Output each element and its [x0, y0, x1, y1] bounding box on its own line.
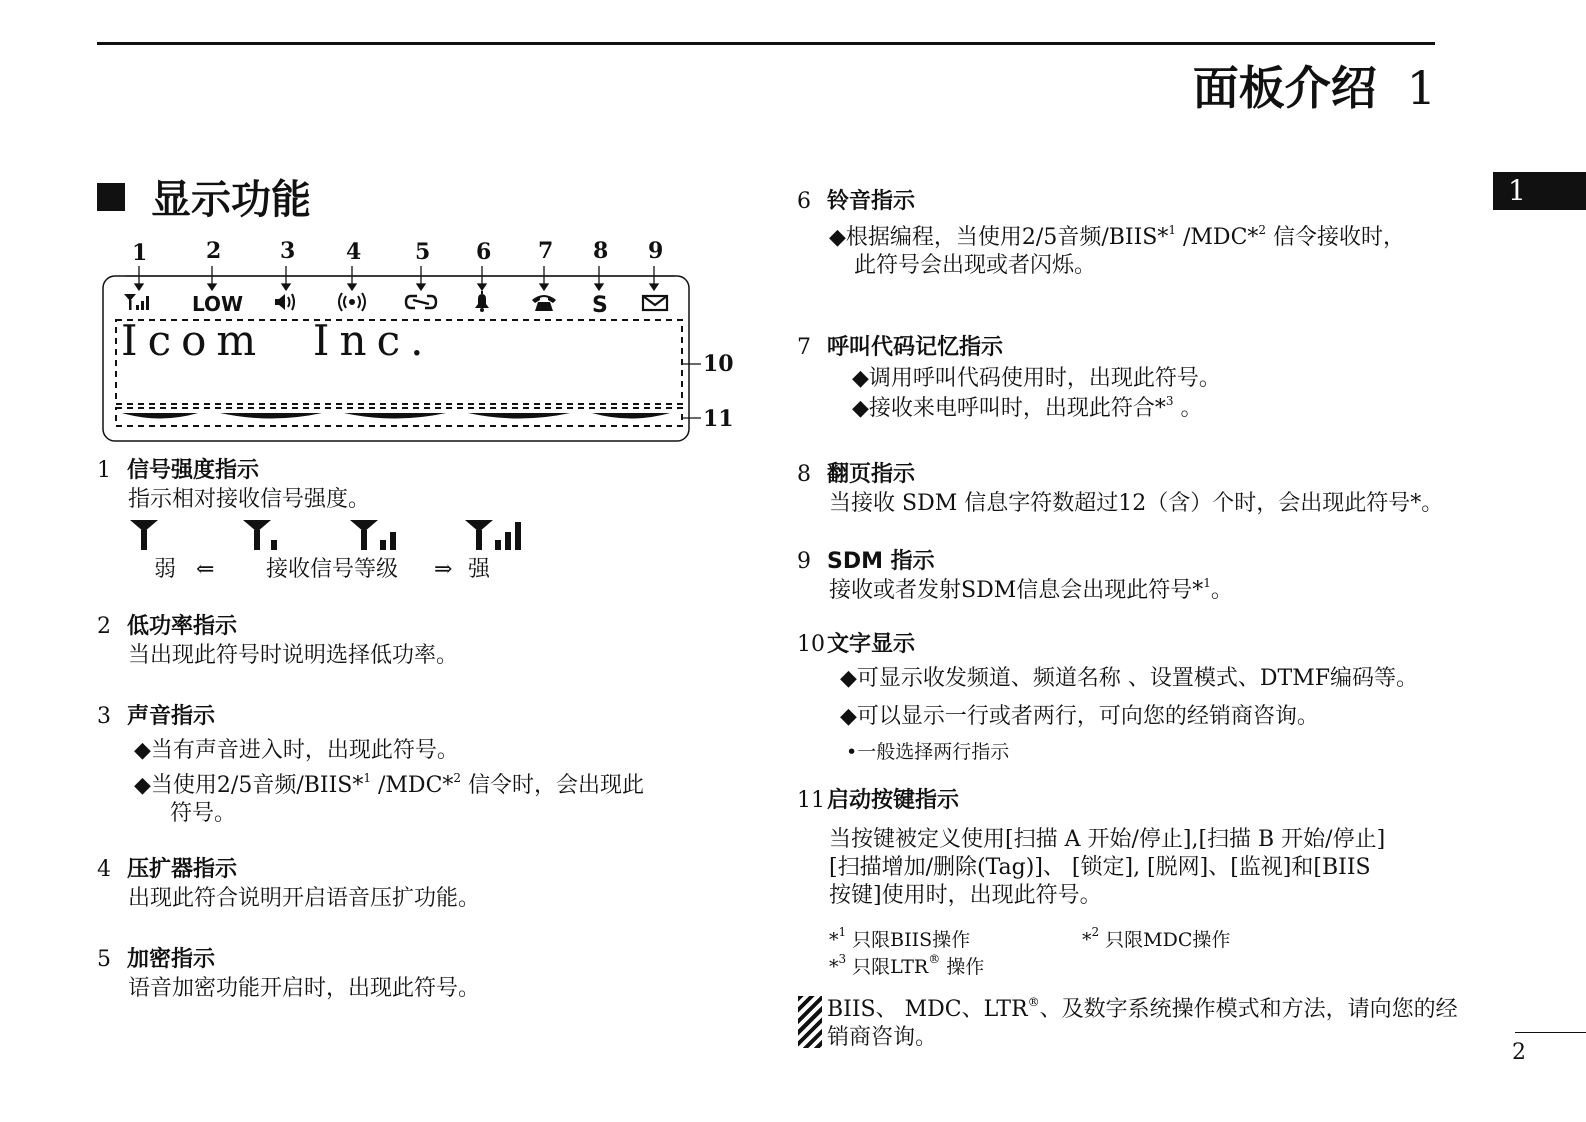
- footnote-2-mark: *: [1082, 929, 1092, 951]
- footnote-1-sup: 1: [838, 925, 847, 939]
- callout-4: 4: [346, 239, 362, 265]
- item7-number: 7: [797, 335, 811, 360]
- item8-desc: 当接收 SDM 信息字符数超过12（含）个时，会出现此符号*。: [829, 491, 1444, 516]
- scale-arrow-left: ⇐: [196, 557, 215, 582]
- page-number-rule: [1515, 1032, 1586, 1033]
- compander-icon: [339, 293, 365, 311]
- item6-line2: 此符号会出现或者闪烁。: [854, 253, 1097, 278]
- item3-b2-sup2: 2: [453, 771, 462, 785]
- caution-line1: [827, 996, 1458, 1024]
- item5-desc: 语音加密功能开启时，出现此符号。: [128, 976, 481, 1001]
- audio-speaker-icon: [275, 294, 294, 310]
- item2-heading: [97, 613, 237, 641]
- key-indicator-5: [592, 413, 670, 419]
- item1-heading: [97, 457, 259, 485]
- item8-heading: [797, 461, 915, 489]
- chapter-title: [1193, 52, 1436, 118]
- signal-strength-icon: [124, 294, 149, 310]
- callout-8: 8: [593, 238, 609, 264]
- item8-number: 8: [797, 462, 811, 487]
- item9-title: SDM 指示: [827, 549, 935, 574]
- key-indicator-3: [344, 413, 446, 419]
- bell-icon: [475, 291, 489, 312]
- callout-6: 6: [476, 239, 492, 265]
- item11-number: 11: [797, 788, 825, 813]
- footnote-1-text: 只限BIIS操作: [846, 929, 971, 951]
- scramble-icon: [406, 296, 436, 308]
- item9-desc-sup: 1: [1203, 576, 1211, 590]
- footnote-2-text: 只限MDC操作: [1099, 929, 1231, 951]
- footnote-3: [829, 953, 984, 981]
- item2-number: 2: [97, 614, 111, 639]
- scale-weak: 弱: [154, 557, 177, 582]
- item7-b2-sup: 3: [1165, 394, 1174, 408]
- item9-desc: [829, 577, 1233, 605]
- footnote-3-text: 只限LTR: [846, 956, 929, 978]
- callout-5: 5: [415, 239, 431, 265]
- scale-arrow-right: ⇒: [434, 557, 453, 582]
- item4-title: 压扩器指示: [127, 857, 238, 882]
- caution-l1-text-a: BIIS、 MDC、LTR: [827, 997, 1028, 1022]
- signal-level-2-icon: [350, 520, 396, 550]
- item10-title: 文字显示: [827, 632, 916, 657]
- signal-level-0-icon: [130, 520, 158, 550]
- item10-heading: [797, 631, 915, 659]
- item3-b2-text-c: 信令时，会出现此: [461, 773, 645, 798]
- item3-b2-sup1: 1: [363, 771, 371, 785]
- footnote-2-sup: 2: [1091, 925, 1100, 939]
- footnote-1: [829, 926, 970, 954]
- item6-l1-text-c: 信令接收时，: [1266, 225, 1406, 250]
- key-indicator-2: [220, 413, 322, 419]
- item3-number: 3: [97, 704, 111, 729]
- item4-desc: 出现此符合说明开启语音压扩功能。: [128, 886, 481, 911]
- callout-3: 3: [280, 238, 296, 264]
- item3-heading: [97, 703, 215, 731]
- chapter-number: 1: [1406, 61, 1436, 115]
- scale-label: 接收信号等级: [266, 557, 399, 582]
- item3-b2-text-b: /MDC*: [371, 773, 454, 798]
- item7-title: 呼叫代码记忆指示: [827, 335, 1004, 360]
- item7-bullet1: ◆调用呼叫代码使用时，出现此符号。: [852, 366, 1221, 391]
- footnote-3-sup: 3: [838, 952, 847, 966]
- item11-line3: 按键]使用时，出现此符号。: [829, 883, 1102, 908]
- side-chapter-tab: 1: [1493, 172, 1586, 210]
- item4-number: 4: [97, 857, 111, 882]
- lcd-display-text: Icom Inc.: [121, 316, 434, 365]
- callout-1: 1: [132, 240, 148, 266]
- item10-number: 10: [797, 632, 825, 657]
- item6-l1-sup2: 2: [1258, 223, 1267, 237]
- caution-l1-text-b: 、及数字系统操作模式和方法，请向您的经: [1039, 997, 1458, 1022]
- signal-scale-icons: [128, 518, 548, 554]
- footnote-3-reg: ®: [928, 952, 941, 966]
- low-power-icon: LOW: [192, 292, 244, 316]
- item7-bullet2: [852, 395, 1203, 423]
- chapter-title-text: 面板介绍: [1192, 61, 1377, 115]
- key-indicator-4: [468, 413, 570, 419]
- item11-line2: [扫描增加/删除(Tag)]、 [锁定], [脱网]、[监视]和[BIIS: [829, 855, 1371, 880]
- key-indicator-1: [122, 413, 198, 419]
- item9-number: 9: [797, 549, 811, 574]
- item1-number: 1: [97, 458, 111, 483]
- item10-note: •一般选择两行指示: [846, 741, 1010, 763]
- section-title: [97, 168, 311, 225]
- page-number: 2: [1512, 1040, 1526, 1065]
- telephone-icon: [532, 295, 556, 311]
- item7-heading: [797, 334, 1003, 362]
- item11-line1: 当按键被定义使用[扫描 A 开始/停止],[扫描 B 开始/停止]: [829, 827, 1386, 852]
- item6-line1: [829, 224, 1405, 252]
- item1-desc: 指示相对接收信号强度。: [128, 487, 371, 512]
- item10-bullet1: ◆可显示收发频道、频道名称 、设置模式、DTMF编码等。: [840, 666, 1419, 691]
- item9-heading: [797, 548, 935, 576]
- item9-desc-text-a: 接收或者发射SDM信息会出现此符号*: [829, 578, 1204, 603]
- item3-bullet1: ◆当有声音进入时，出现此符号。: [134, 738, 459, 763]
- signal-level-3-icon: [465, 520, 521, 550]
- caution-line2: 销商咨询。: [827, 1025, 938, 1050]
- footnote-2: [1082, 926, 1230, 954]
- item6-heading: [797, 188, 915, 216]
- footnote-1-mark: *: [829, 929, 839, 951]
- item7-b2-text-b: 。: [1173, 396, 1203, 421]
- item5-title: 加密指示: [127, 947, 216, 972]
- item6-l1-text-b: /MDC*: [1176, 225, 1259, 250]
- note-hatch-icon: [798, 996, 822, 1048]
- callout-7: 7: [538, 238, 554, 264]
- item3-bullet2: [134, 772, 644, 800]
- footnote-3-text-b: 操作: [940, 956, 985, 978]
- footnote-3-mark: *: [829, 956, 839, 978]
- item11-title: 启动按键指示: [827, 788, 960, 813]
- section-title-text: 显示功能: [151, 177, 311, 223]
- item5-number: 5: [97, 947, 111, 972]
- item11-heading: [797, 787, 959, 815]
- item7-b2-text-a: ◆接收来电呼叫时，出现此符合*: [852, 396, 1166, 421]
- item6-l1-text-a: ◆根据编程，当使用2/5音频/BIIS*: [829, 225, 1169, 250]
- caution-l1-reg: ®: [1027, 995, 1040, 1009]
- callout-11: 11: [703, 406, 734, 432]
- section-square-icon: [97, 183, 125, 211]
- item8-title: 翻页指示: [827, 462, 916, 487]
- item4-heading: [97, 856, 237, 884]
- item2-desc: 当出现此符号时说明选择低功率。: [128, 643, 459, 668]
- item6-l1-sup1: 1: [1168, 223, 1176, 237]
- item9-desc-text-b: 。: [1210, 578, 1233, 603]
- item3-title: 声音指示: [127, 704, 216, 729]
- item3-b2-text-a: ◆当使用2/5音频/BIIS*: [134, 773, 364, 798]
- item6-title: 铃音指示: [827, 189, 916, 214]
- item1-title: 信号强度指示: [127, 458, 260, 483]
- scale-strong: 强: [468, 557, 491, 582]
- item2-title: 低功率指示: [127, 614, 238, 639]
- envelope-icon: [643, 296, 667, 310]
- signal-level-1-icon: [243, 520, 277, 550]
- item10-bullet2: ◆可以显示一行或者两行，可向您的经销商咨询。: [840, 704, 1319, 729]
- page-scroll-icon: S: [592, 293, 608, 318]
- callout-10: 10: [703, 351, 734, 377]
- item5-heading: [97, 946, 215, 974]
- top-rule: [97, 42, 1435, 45]
- item3-bullet2-cont: 符号。: [170, 801, 237, 826]
- lcd-display-diagram: [95, 232, 745, 448]
- callout-9: 9: [648, 238, 664, 264]
- item6-number: 6: [797, 189, 811, 214]
- callout-2: 2: [206, 238, 222, 264]
